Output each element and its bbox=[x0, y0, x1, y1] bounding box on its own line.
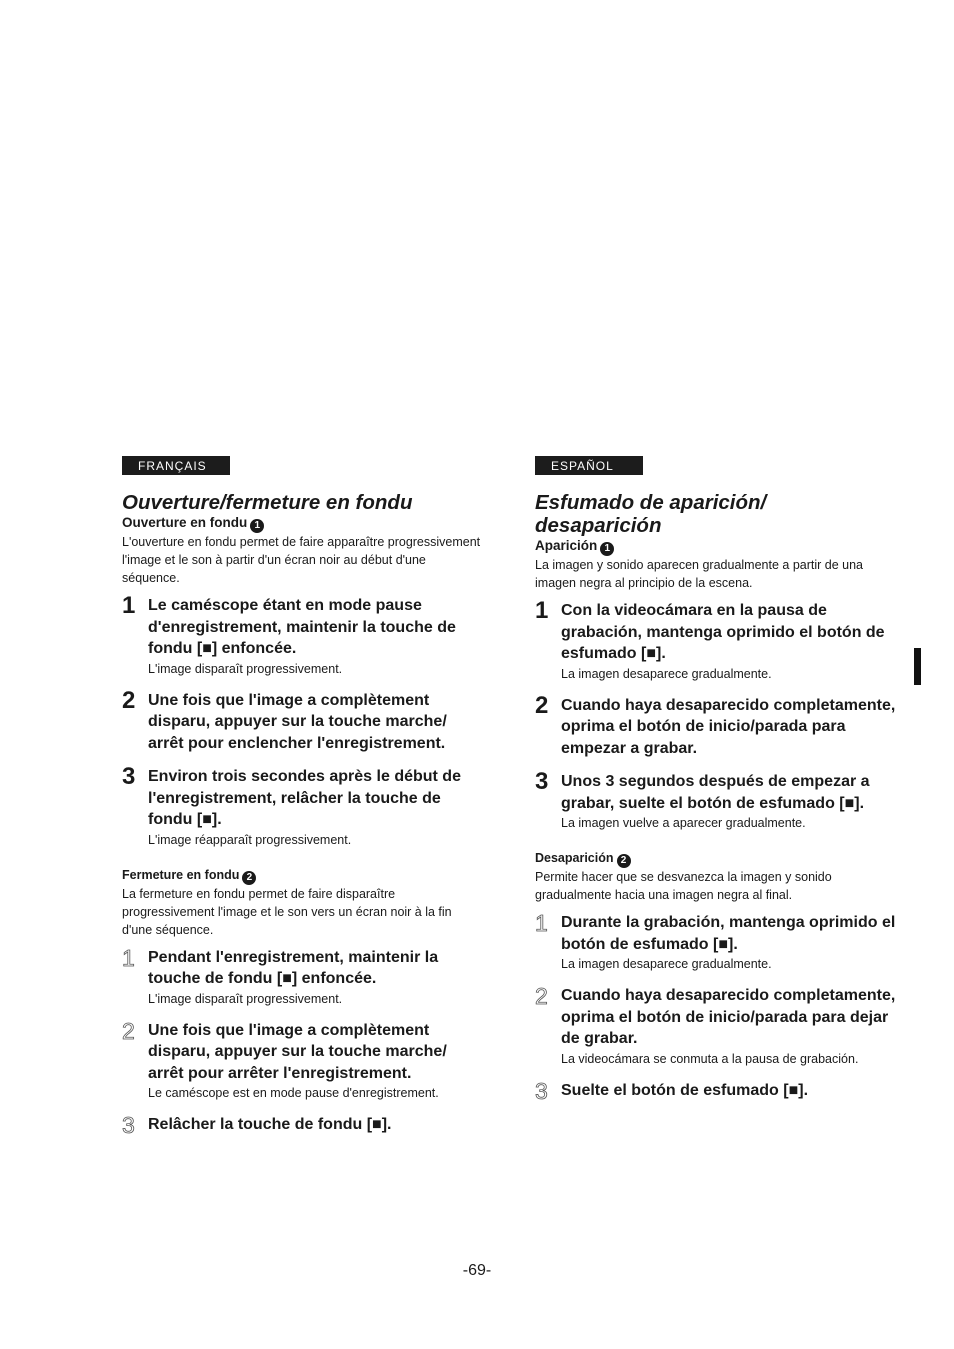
step-instruction: Une fois que l'image a complètement disparu, appuyer sur la touche marche/ arrêt pour enclencher l'enregistrement. bbox=[148, 691, 447, 752]
step-number: 3 bbox=[535, 1077, 548, 1104]
number-1-icon: 1 bbox=[250, 519, 264, 533]
number-2-icon: 2 bbox=[617, 854, 631, 868]
step-item bbox=[535, 691, 897, 760]
step-number: 2 bbox=[122, 686, 136, 714]
step-note: Le caméscope est en mode pause d'enregistrement. bbox=[148, 1086, 439, 1100]
subsection-heading: Desaparición 2 bbox=[535, 850, 897, 868]
step-instruction: Cuando haya desaparecido completamente, oprima el botón de inicio/parada para dejar de grabar. bbox=[561, 987, 896, 1047]
step-number: 2 bbox=[535, 691, 549, 719]
step-instruction: Environ trois secondes après le début de l'enregistrement, relâcher la touche de fondu [■]. bbox=[148, 768, 461, 828]
step-instruction: Une fois que l'image a complètement disparu, appuyer sur la touche marche/ arrêt pour arrêter l'enregistrement. bbox=[148, 1021, 447, 1082]
step-item bbox=[535, 768, 897, 832]
step-instruction: Cuando haya desaparecido completamente, oprima el botón de inicio/parada para empezar a grabar. bbox=[561, 696, 896, 757]
step-number: 2 bbox=[535, 983, 548, 1009]
subsection-heading: Aparición 1 bbox=[535, 537, 897, 556]
step-instruction: Suelte el botón de esfumado [■]. bbox=[561, 1081, 809, 1099]
number-2-icon: 2 bbox=[242, 871, 256, 885]
step-note: La imagen desaparece gradualmente. bbox=[561, 957, 772, 971]
step-instruction: Unos 3 segundos después de empezar a grabar, suelte el botón de esfumado [■]. bbox=[561, 773, 870, 812]
step-item bbox=[122, 1017, 484, 1103]
column-francais bbox=[122, 456, 484, 1136]
step-item bbox=[122, 1114, 484, 1136]
step-item bbox=[535, 985, 897, 1068]
section-title: Ouverture/fermeture en fondu bbox=[122, 491, 413, 514]
step-number: 1 bbox=[122, 944, 135, 971]
step-number: 2 bbox=[122, 1017, 135, 1044]
step-note: La imagen desaparece gradualmente. bbox=[561, 666, 772, 681]
language-tab-francais: FRANÇAIS bbox=[122, 456, 230, 475]
step-note: La videocámara se conmuta a la pausa de grabación. bbox=[561, 1051, 859, 1066]
number-1-icon: 1 bbox=[600, 542, 614, 556]
step-note: L'image disparaît progressivement. bbox=[148, 991, 343, 1006]
step-item bbox=[122, 763, 484, 849]
step-note: L'image réapparaît progressivement. bbox=[148, 832, 352, 847]
subsection-heading: Fermeture en fondu 2 bbox=[122, 867, 484, 885]
step-number: 1 bbox=[535, 910, 548, 936]
section-title: Esfumado de aparición/ desaparición bbox=[535, 491, 767, 537]
step-number: 1 bbox=[535, 597, 549, 624]
step-instruction: Pendant l'enregistrement, maintenir la touche de fondu [■] enfoncée. bbox=[148, 948, 439, 987]
step-number: 3 bbox=[122, 763, 136, 790]
step-item bbox=[122, 592, 484, 678]
step-note: La imagen vuelve a aparecer gradualmente. bbox=[561, 816, 806, 830]
intro-paragraph: L'ouverture en fondu permet de faire apparaître progressivement l'image et le son à partir d'un écran noir au début d'une séquence. bbox=[122, 535, 481, 585]
subsection-heading: Ouverture en fondu 1 bbox=[122, 514, 484, 533]
step-item bbox=[122, 944, 484, 1008]
step-instruction: Con la videocámara en la pausa de grabación, mantenga oprimido el botón de esfumado [■]. bbox=[561, 602, 885, 662]
intro-paragraph: La imagen y sonido aparecen gradualmente a partir de una imagen negra al principio de la escena. bbox=[535, 558, 863, 590]
step-note: L'image disparaît progressivement. bbox=[148, 661, 343, 676]
page-number: -69- bbox=[462, 1262, 492, 1279]
step-number: 1 bbox=[122, 592, 136, 619]
step-number: 3 bbox=[122, 1112, 135, 1138]
language-tab-espanol: ESPAÑOL bbox=[535, 456, 643, 475]
step-instruction: Le caméscope étant en mode pause d'enregistrement, maintenir la touche de fondu [■] enfoncée. bbox=[148, 597, 456, 657]
step-item bbox=[535, 1077, 897, 1104]
step-instruction: Durante la grabación, mantenga oprimido el botón de esfumado [■]. bbox=[561, 914, 896, 953]
column-espanol bbox=[535, 456, 897, 1104]
section-edge-marker bbox=[914, 648, 921, 685]
step-item bbox=[122, 686, 484, 755]
intro-paragraph: Permite hacer que se desvanezca la imagen y sonido gradualmente hacia una imagen negra al final. bbox=[535, 870, 832, 902]
step-item bbox=[535, 597, 897, 683]
step-instruction: Relâcher la touche de fondu [■]. bbox=[148, 1116, 392, 1133]
step-number: 3 bbox=[535, 768, 549, 795]
intro-paragraph: La fermeture en fondu permet de faire disparaître progressivement l'image et le son vers un écran noir à la fin d'une séquence. bbox=[122, 886, 452, 937]
step-item bbox=[535, 912, 897, 973]
